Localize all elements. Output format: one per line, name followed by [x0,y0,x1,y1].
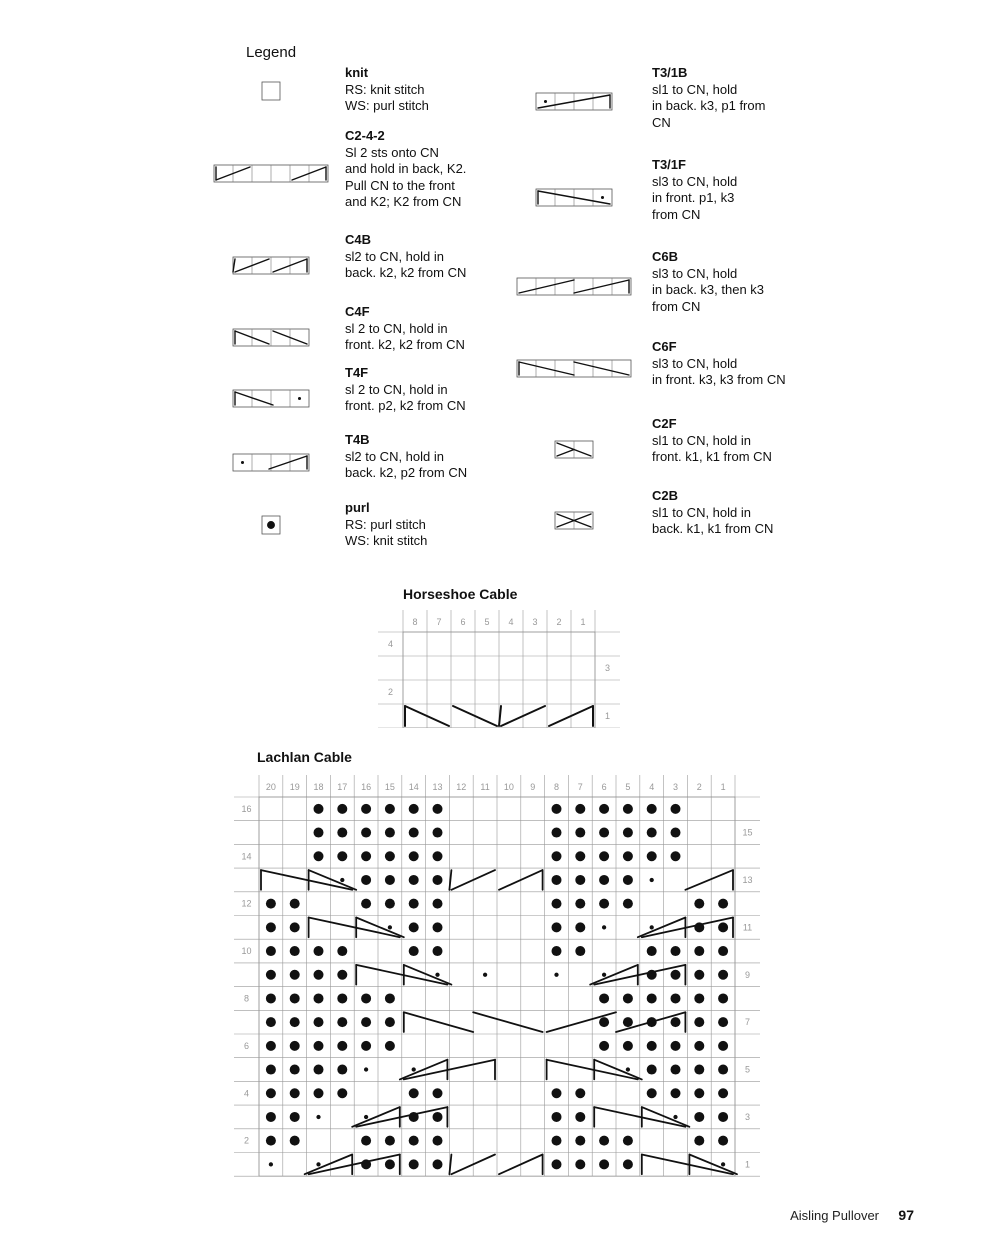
row-number: 14 [241,851,252,862]
stitch-purl [361,804,371,814]
stitch-purl [385,993,395,1003]
stitch-purl [671,828,681,838]
row-number: 15 [742,827,753,838]
legend-entry-description: sl3 to CN, hold in front. k3, k3 from CN [652,355,786,387]
stitch-purl [718,1088,728,1098]
legend-entry-description: sl3 to CN, hold in back. k3, then k3 from CN [652,265,765,314]
horseshoe-cable-chart [378,606,620,728]
column-number: 6 [601,782,607,792]
row-number: 3 [604,663,611,673]
stitch-purl [337,1088,347,1098]
legend-entry-description: sl2 to CN, hold in back. k2, k2 from CN [345,248,467,280]
stitch-purl [409,1136,419,1146]
column-number: 2 [696,782,702,792]
stitch-purl [361,1041,371,1051]
legend-symbol-c2b-icon [554,511,594,530]
stitch-purl [314,946,324,956]
column-number: 4 [508,617,514,627]
stitch-purl [290,946,300,956]
stitch-purl [409,1088,419,1098]
stitch-purl [290,970,300,980]
stitch-purl [671,970,681,980]
legend-entry-name: C6B [652,249,679,264]
row-number: 13 [742,874,753,885]
stitch-purl [671,1041,681,1051]
stitch-purl [409,922,419,932]
stitch-purl [718,993,728,1003]
row-number: 2 [243,1135,250,1146]
row-number: 1 [604,711,611,721]
stitch-purl [694,993,704,1003]
stitch-purl [433,1136,443,1146]
stitch-purl [599,899,609,909]
stitch-purl [552,1088,562,1098]
stitch-purl [361,828,371,838]
stitch-purl [575,922,585,932]
stitch-purl [385,1159,395,1169]
stitch-purl [314,1065,324,1075]
legend-entry-description: RS: purl stitch WS: knit stitch [345,516,428,548]
stitch-purl [385,851,395,861]
stitch-purl [409,946,419,956]
stitch-purl [623,875,633,885]
column-number: 19 [289,782,300,792]
legend-entry-name: C2-4-2 [345,128,385,143]
stitch-purl [599,875,609,885]
legend-entry-c242 [345,128,520,211]
stitch-purl [647,946,657,956]
legend-entry-name: C4F [345,304,370,319]
legend-entry-description: sl1 to CN, hold in front. k1, k1 from CN [652,432,772,464]
column-number: 7 [436,617,442,627]
stitch-purl [337,970,347,980]
stitch-purl [337,1065,347,1075]
column-number: 8 [412,617,418,627]
row-number: 4 [243,1088,250,1099]
stitch-c4b [449,1155,542,1175]
stitch-purl [409,875,419,885]
legend-entry-name: T4F [345,365,369,380]
legend-entry-t4b [345,432,520,482]
stitch-purl [385,1136,395,1146]
legend-entry-c6b [652,249,827,315]
horseshoe-chart-title: Horseshoe Cable [403,586,518,602]
stitch-purl [671,804,681,814]
legend-entry-name: C4B [345,232,372,247]
stitch-purl [552,804,562,814]
stitch-purl [599,993,609,1003]
stitch-purl [671,1017,681,1027]
stitch-purl [623,1041,633,1051]
stitch-purl [290,899,300,909]
footer-pattern-title: Aisling Pullover [790,1208,879,1223]
legend-entry-description: sl1 to CN, hold in back. k1, k1 from CN [652,504,774,536]
stitch-purl [623,993,633,1003]
stitch-purl [552,875,562,885]
column-number: 5 [484,617,490,627]
legend-entry-c2f [652,416,827,466]
stitch-purl [552,922,562,932]
legend-entry-t31f [652,157,827,223]
stitch-purl [337,828,347,838]
column-number: 8 [553,782,560,792]
stitch-purl [599,1136,609,1146]
row-number: 8 [243,993,250,1004]
stitch-purl [623,851,633,861]
legend-entry-c4b [345,232,520,282]
stitch-purl [409,899,419,909]
stitch-purl [599,851,609,861]
stitch-purl [647,804,657,814]
legend-symbol-t4b-icon [232,453,310,472]
row-number: 12 [241,898,252,909]
stitch-purl [552,828,562,838]
column-number: 15 [384,782,395,792]
stitch-purl [266,1041,276,1051]
stitch-purl [623,828,633,838]
stitch-purl [718,1065,728,1075]
legend-entry-name: T3/1F [652,157,686,172]
stitch-purl [361,851,371,861]
stitch-purl [433,1088,443,1098]
column-number: 4 [649,782,655,792]
stitch-purl [266,1112,276,1122]
stitch-purl [623,1136,633,1146]
stitch-t4f [594,1060,677,1080]
column-number: 20 [265,782,276,792]
row-number: 5 [744,1064,751,1075]
legend-entry-description: sl 2 to CN, hold in front. p2, k2 from CN [345,381,466,413]
stitch-purl [361,1136,371,1146]
stitch-purl [314,851,324,861]
column-number: 5 [625,782,631,792]
column-number: 9 [530,782,536,792]
legend-symbol-knit-icon [261,81,281,101]
stitch-t4b [269,1155,352,1175]
stitch-t4b [316,1107,399,1127]
stitch-purl [266,1065,276,1075]
stitch-purl [409,828,419,838]
column-number: 18 [313,782,324,792]
legend-symbol-c6f-icon [516,359,632,378]
legend-symbol-c6b-icon [516,277,632,296]
stitch-purl [599,1159,609,1169]
stitch-purl [433,875,443,885]
stitch-purl [694,1112,704,1122]
stitch-purl [433,828,443,838]
legend-symbol-c2f-icon [554,440,594,459]
column-number: 17 [337,782,348,792]
stitch-t4f [642,1107,725,1127]
stitch-purl [337,804,347,814]
legend-entry-name: T4B [345,432,370,447]
stitch-t4b [602,918,685,938]
stitch-purl [599,828,609,838]
stitch-purl [647,1041,657,1051]
stitch-purl [575,946,585,956]
stitch-purl [266,1088,276,1098]
legend-entry-name: T3/1B [652,65,688,80]
legend-entry-c2b [652,488,827,538]
stitch-purl [552,851,562,861]
stitch-purl [623,1159,633,1169]
stitch-purl [337,993,347,1003]
legend-entry-name: purl [345,500,370,515]
legend-entry-description: Sl 2 sts onto CN and hold in back, K2. Pull CN to the front and K2; K2 from CN [345,144,467,209]
stitch-purl [694,1065,704,1075]
stitch-purl [409,804,419,814]
legend-symbol-c242-icon [213,164,329,183]
stitch-purl [647,851,657,861]
column-number: 10 [503,782,514,792]
legend-entry-description: RS: knit stitch WS: purl stitch [345,81,429,113]
legend-entry-description: sl1 to CN, hold in back. k3, p1 from CN [652,81,766,130]
legend-entry-purl [345,500,520,550]
stitch-t4f [356,918,439,938]
column-number: 11 [480,782,490,792]
stitch-t4f [309,870,392,890]
stitch-purl [694,899,704,909]
stitch-purl [647,1088,657,1098]
stitch-purl [266,922,276,932]
row-number: 11 [742,922,753,933]
stitch-purl [433,1112,443,1122]
stitch-purl [266,946,276,956]
stitch-t4f [689,1155,764,1175]
stitch-purl [266,1017,276,1027]
stitch-c4b [499,706,593,726]
legend-title: Legend [246,44,297,61]
stitch-purl [552,946,562,956]
stitch-purl [337,1041,347,1051]
column-number: 6 [460,617,466,627]
stitch-purl [575,899,585,909]
stitch-purl [433,946,443,956]
stitch-purl [385,1017,395,1027]
stitch-purl [599,804,609,814]
stitch-purl [671,993,681,1003]
stitch-purl [361,1017,371,1027]
legend-entry-name: C2B [652,488,679,503]
stitch-purl [671,851,681,861]
legend-entry-c4f [345,304,520,354]
stitch-purl [361,993,371,1003]
column-number: 13 [432,782,443,792]
stitch-purl [337,1017,347,1027]
stitch-purl [314,804,324,814]
column-number: 12 [456,782,467,792]
stitch-purl [552,1159,562,1169]
legend-entry-t4f [345,365,520,415]
column-number: 3 [532,617,538,627]
stitch-purl [647,828,657,838]
stitch-purl [575,1112,585,1122]
stitch-purl [552,1112,562,1122]
stitch-purl [575,851,585,861]
stitch-purl [314,993,324,1003]
row-number: 4 [387,639,394,649]
stitch-purl [623,804,633,814]
legend-entry-t31b [652,65,827,131]
stitch-t4b [650,870,733,890]
column-number: 1 [720,782,726,792]
stitch-purl [385,1041,395,1051]
stitch-purl [290,1065,300,1075]
stitch-purl [385,828,395,838]
row-number: 1 [744,1159,751,1170]
stitch-purl [718,1041,728,1051]
legend-symbol-t31b-icon [535,92,613,111]
stitch-purl [718,922,728,932]
row-number: 6 [243,1040,250,1051]
stitch-t4f [404,965,487,985]
lachlan-cable-chart [234,771,764,1183]
stitch-purl [337,851,347,861]
stitch-purl [623,899,633,909]
stitch-purl [552,1136,562,1146]
stitch-purl [575,1136,585,1146]
stitch-purl [433,804,443,814]
stitch-purl [694,1017,704,1027]
stitch-purl [552,899,562,909]
column-number: 3 [672,782,679,792]
row-number: 7 [744,1017,751,1028]
stitch-purl [290,1017,300,1027]
row-number: 3 [744,1111,751,1122]
row-number: 10 [241,946,252,957]
column-number: 14 [408,782,419,792]
stitch-purl [433,851,443,861]
stitch-purl [314,970,324,980]
stitch-purl [718,1017,728,1027]
stitch-purl [575,804,585,814]
column-number: 7 [577,782,583,792]
stitch-purl [290,1112,300,1122]
stitch-purl [266,1136,276,1146]
stitch-purl [718,970,728,980]
stitch-purl [694,1088,704,1098]
stitch-purl [671,1088,681,1098]
legend-symbol-c4b-icon [232,256,310,275]
stitch-purl [409,851,419,861]
stitch-purl [575,828,585,838]
stitch-purl [694,970,704,980]
stitch-purl [433,899,443,909]
stitch-purl [718,1136,728,1146]
stitch-purl [433,1159,443,1169]
stitch-purl [575,1088,585,1098]
legend-entry-description: sl2 to CN, hold in back. k2, p2 from CN [345,448,468,480]
stitch-purl [409,1159,419,1169]
legend-symbol-t4f-icon [232,389,310,408]
stitch-purl [385,804,395,814]
legend-entry-c6f [652,339,827,389]
stitch-purl [337,946,347,956]
row-number: 16 [241,803,252,814]
stitch-purl [694,1041,704,1051]
legend-entry-name: C6F [652,339,677,354]
stitch-purl [647,993,657,1003]
stitch-purl [623,1017,633,1027]
stitch-purl [290,1041,300,1051]
stitch-purl [647,1065,657,1075]
stitch-purl [599,1017,609,1027]
stitch-purl [575,1159,585,1169]
page-number: 97 [898,1207,914,1223]
stitch-purl [718,899,728,909]
column-number: 1 [580,617,586,627]
stitch-purl [290,1136,300,1146]
stitch-purl [290,1088,300,1098]
stitch-purl [266,993,276,1003]
stitch-purl [694,1136,704,1146]
stitch-purl [290,993,300,1003]
stitch-purl [314,1088,324,1098]
stitch-purl [266,899,276,909]
column-number: 16 [361,782,372,792]
stitch-purl [314,1041,324,1051]
legend-entry-description: sl3 to CN, hold in front. p1, k3 from CN [652,173,738,222]
stitch-purl [361,875,371,885]
stitch-purl [266,970,276,980]
legend-symbol-purl-icon [261,515,281,535]
stitch-purl [290,922,300,932]
stitch-purl [314,828,324,838]
stitch-c4b [449,870,542,890]
legend-entry-name: knit [345,65,369,80]
stitch-purl [671,946,681,956]
stitch-purl [599,1041,609,1051]
stitch-purl [314,1017,324,1027]
row-number: 2 [387,687,394,697]
legend-symbol-c4f-icon [232,328,310,347]
legend-symbol-t31f-icon [535,188,613,207]
legend-entry-description: sl 2 to CN, hold in front. k2, k2 from CN [345,320,465,352]
row-number: 9 [744,969,751,980]
stitch-t4b [364,1060,447,1080]
legend-entry-name: C2F [652,416,677,431]
stitch-t4b [554,965,637,985]
legend-entry-knit [345,65,520,115]
stitch-purl [361,899,371,909]
lachlan-chart-title: Lachlan Cable [257,749,352,765]
column-number: 2 [556,617,562,627]
stitch-purl [575,875,585,885]
stitch-purl [694,946,704,956]
stitch-purl [718,946,728,956]
stitch-purl [385,899,395,909]
